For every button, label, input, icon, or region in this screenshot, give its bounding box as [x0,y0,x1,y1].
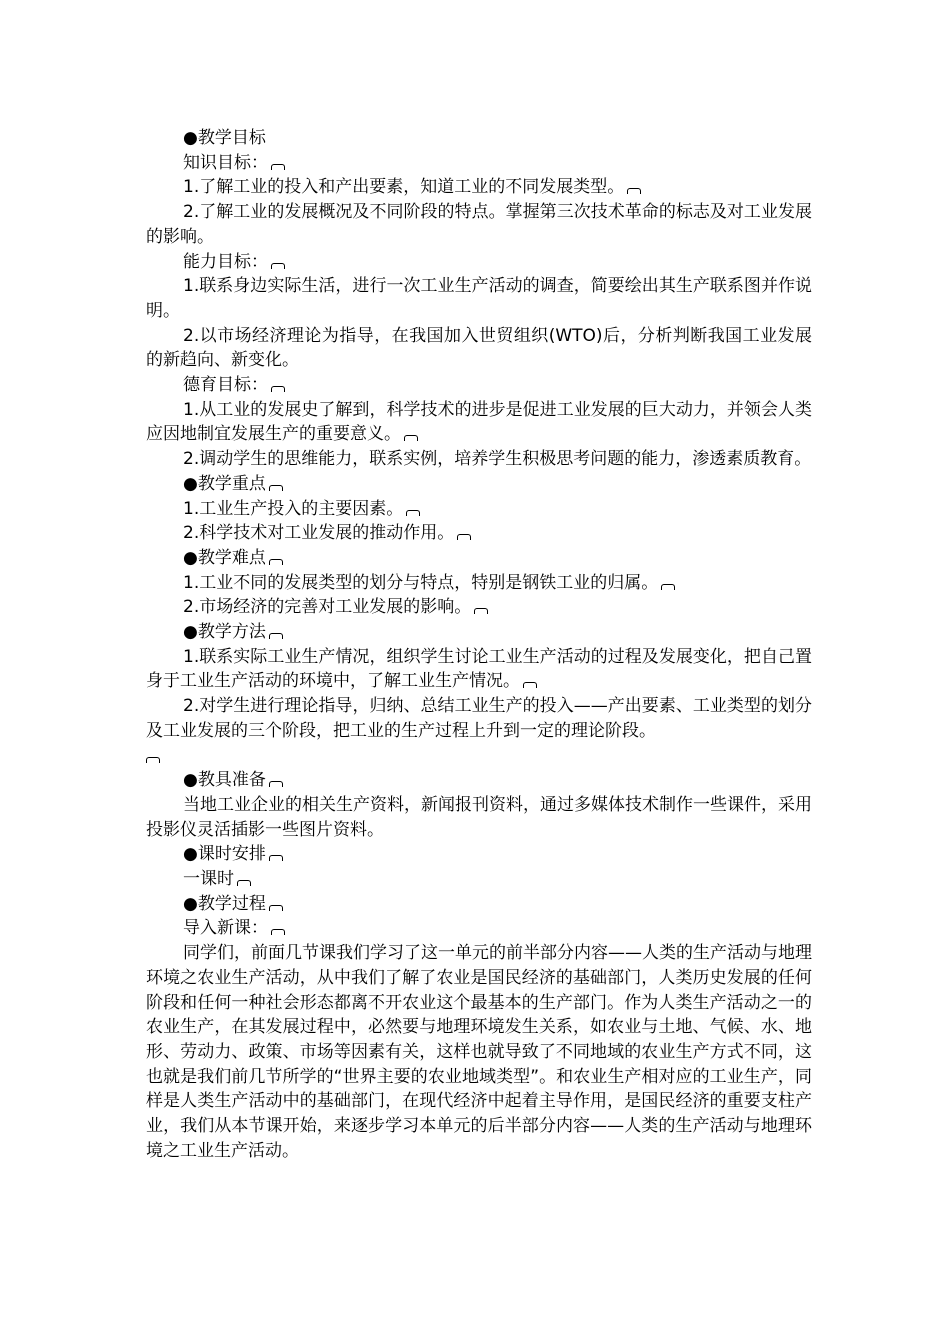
paragraph-text: 2.市场经济的完善对工业发展的影响。 [183,597,472,618]
paragraph [146,595,812,620]
paragraph [146,916,812,941]
document-body [146,126,812,1164]
paragraph-mark-icon [271,164,285,170]
paragraph-text: 德育目标： [183,375,268,396]
paragraph-text: 同学们，前面几节课我们学习了这一单元的前半部分内容——人类的生产活动与地理环境之农业生产活动，从中我们了解了农业是国民经济的基础部门，人类历史发展的任何阶段和任何一种社会形态都离不开农业这个最基本的生产部门。作为人类生产活动之一的农业生产，在其发展过程中，必然要与地理环境发生关系，如农业与土地、气候、水、地形、劳动力、政策、市场等因素有关，这样也就导致了不同地域的农业生产方式不同，这也就是我们前几节所学的“世界主要的农业地域类型”。和农业生产相对应的工业生产，同样是人类生产活动中的基础部门，在现代经济中起着主导作用，是国民经济的重要支柱产业，我们从本节课开始，来逐步学习本单元的后半部分内容——人类的生产活动与地理环境之工业生产活动。 [146,943,812,1161]
paragraph-mark-icon [271,386,285,392]
paragraph-mark-icon [269,633,283,639]
paragraph [146,324,812,373]
paragraph-mark-icon [269,905,283,911]
paragraph [146,793,812,842]
paragraph-text: 1.联系实际工业生产情况，组织学生讨论工业生产活动的过程及发展变化，把自己置身于工业生产活动的环境中，了解工业生产情况。 [146,646,812,692]
paragraph-mark-icon [406,510,420,516]
paragraph-mark-icon [271,263,285,269]
paragraph [146,768,812,793]
paragraph-mark-icon [271,929,285,935]
paragraph-text: 2.了解工业的发展概况及不同阶段的特点。掌握第三次技术革命的标志及对工业发展的影响。 [146,202,812,247]
paragraph-mark-icon [627,188,641,194]
paragraph-text: 1.工业生产投入的主要因素。 [183,498,404,519]
paragraph-text: 2.对学生进行理论指导，归纳、总结工业生产的投入——产出要素、工业类型的划分及工业发展的三个阶段，把工业的生产过程上升到一定的理论阶段。 [146,696,812,741]
paragraph [146,200,812,249]
paragraph-text: ●教学过程 [183,893,266,914]
paragraph-text: ●教学重点 [183,473,266,494]
paragraph [146,645,812,694]
paragraph-text: 2.以市场经济理论为指导，在我国加入世贸组织(WTO)后，分析判断我国工业发展的新趋向、新变化。 [146,325,812,371]
paragraph-text: 2.科学技术对工业发展的推动作用。 [183,523,455,544]
paragraph-mark-icon [269,559,283,565]
paragraph-text: ●教学难点 [183,547,266,568]
paragraph [146,694,812,743]
paragraph-text: 1.了解工业的投入和产出要素，知道工业的不同发展类型。 [183,177,625,198]
paragraph-mark-icon [269,781,283,787]
paragraph-mark-icon [457,534,471,540]
paragraph-mark-icon [474,608,488,614]
paragraph [146,842,812,867]
paragraph [146,373,812,398]
paragraph-mark-icon [269,485,283,491]
paragraph [146,521,812,546]
paragraph [146,126,812,151]
paragraph-text: 一课时 [183,869,234,890]
paragraph-mark-icon [269,855,283,861]
paragraph [146,892,812,917]
paragraph [146,472,812,497]
paragraph-mark-icon [404,435,418,441]
paragraph-text: ●教学方法 [183,622,266,643]
paragraph-text: 1.联系身边实际生活，进行一次工业生产活动的调查，简要绘出其生产联系图并作说明。 [146,276,812,321]
paragraph [146,744,812,769]
paragraph-text: 1.从工业的发展史了解到，科学技术的进步是促进工业发展的巨大动力，并领会人类应因地制宜发展生产的重要意义。 [146,399,812,445]
paragraph-mark-icon [523,682,537,688]
paragraph [146,175,812,200]
paragraph-text: 导入新课： [183,918,268,939]
paragraph [146,941,812,1163]
paragraph-text: 2.调动学生的思维能力，联系实例，培养学生积极思考问题的能力，渗透素质教育。 [183,449,812,470]
paragraph-text: 1.工业不同的发展类型的划分与特点，特别是钢铁工业的归属。 [183,572,659,593]
paragraph [146,497,812,522]
paragraph-text: 当地工业企业的相关生产资料，新闻报刊资料，通过多媒体技术制作一些课件，采用投影仪灵活插影一些图片资料。 [146,794,812,840]
paragraph-text: ●课时安排 [183,844,266,865]
paragraph-text: 知识目标： [183,152,268,173]
paragraph-mark-icon [237,880,251,886]
paragraph [146,250,812,275]
paragraph [146,571,812,596]
paragraph-text: 能力目标： [183,251,268,272]
paragraph [146,447,812,472]
paragraph-mark-icon [146,757,160,763]
paragraph [146,398,812,447]
paragraph-text: ●教学目标 [183,128,266,148]
paragraph-mark-icon [661,584,675,590]
paragraph-text: ●教具准备 [183,770,266,791]
paragraph [146,620,812,645]
paragraph [146,546,812,571]
paragraph [146,151,812,176]
paragraph [146,867,812,892]
paragraph [146,274,812,323]
